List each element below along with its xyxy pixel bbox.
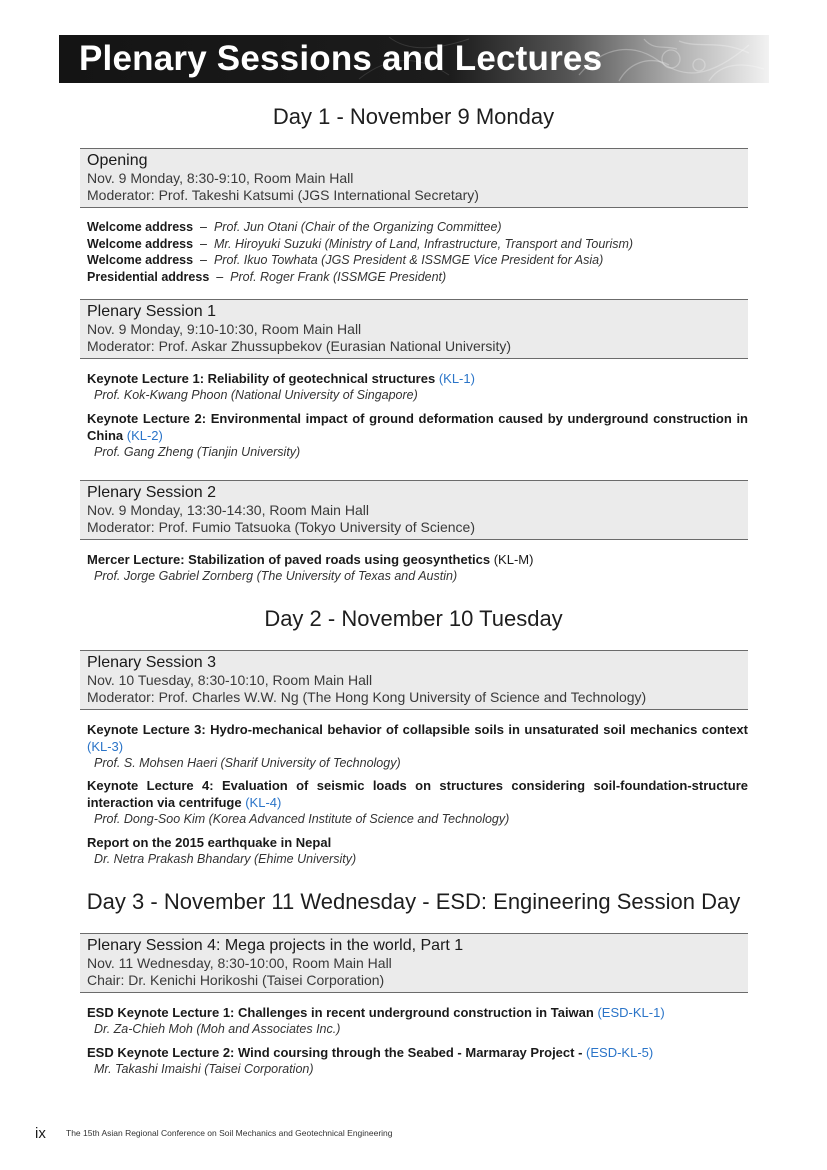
lecture-item — [87, 1044, 748, 1077]
plenary-session-2-box — [80, 480, 748, 540]
address-label: Presidential address — [87, 269, 210, 284]
session-title: Plenary Session 3 — [87, 654, 216, 671]
address-item — [87, 252, 748, 269]
lecture-title-text: Keynote Lecture 4: Evaluation of seismic loads on structures considering soil-foundation-structure interaction via centrifuge — [87, 778, 748, 810]
lecture-title — [87, 410, 748, 444]
lecture-item — [87, 370, 748, 403]
session-moderator: Moderator: Prof. Takeshi Katsumi (JGS International Secretary) — [87, 187, 479, 203]
session-time: Nov. 11 Wednesday, 8:30-10:00, Room Main Hall — [87, 955, 392, 971]
address-speaker: Mr. Hiroyuki Suzuki (Ministry of Land, Infrastructure, Transport and Tourism) — [213, 236, 634, 251]
lecture-title-text: ESD Keynote Lecture 2: Wind coursing through the Seabed - Marmaray Project - — [87, 1045, 583, 1060]
lecture-title-text: ESD Keynote Lecture 1: Challenges in recent underground construction in Taiwan — [87, 1005, 594, 1020]
lecture-title-text: Keynote Lecture 3: Hydro-mechanical behavior of collapsible soils in unsaturated soil mechanics context — [87, 722, 748, 737]
opening-addresses — [87, 219, 748, 285]
lecture-code-link[interactable]: (ESD-KL-1) — [597, 1005, 665, 1020]
session-title: Opening — [87, 152, 148, 169]
address-separator: – — [216, 269, 224, 284]
lecture-speaker: Dr. Netra Prakash Bhandary (Ehime University) — [94, 852, 357, 866]
lecture-code-link[interactable]: (KL-3) — [87, 739, 124, 754]
lecture-item — [87, 721, 748, 771]
address-speaker: Prof. Ikuo Towhata (JGS President & ISSMGE Vice President for Asia) — [213, 253, 604, 267]
lecture-title-text: Keynote Lecture 2: Environmental impact of ground deformation caused by underground construction in China — [87, 411, 748, 443]
lecture-speaker: Mr. Takashi Imaishi (Taisei Corporation) — [94, 1062, 314, 1076]
footer-conference-name: The 15th Asian Regional Conference on Soil Mechanics and Geotechnical Engineering — [66, 1128, 393, 1138]
lecture-title — [87, 370, 748, 387]
session-title: Plenary Session 4: Mega projects in the world, Part 1 — [87, 937, 464, 954]
lecture-code-link[interactable]: (KL-2) — [126, 428, 163, 443]
session-time: Nov. 9 Monday, 8:30-9:10, Room Main Hall — [87, 170, 354, 186]
address-label: Welcome address — [87, 220, 194, 234]
lecture-item — [87, 1004, 748, 1037]
session-time: Nov. 9 Monday, 9:10-10:30, Room Main Hall — [87, 321, 362, 337]
session-chair: Chair: Dr. Kenichi Horikoshi (Taisei Corporation) — [87, 972, 385, 988]
lecture-code-link[interactable]: (KL-1) — [438, 371, 475, 386]
lecture-title-text: Mercer Lecture: Stabilization of paved roads using geosynthetics — [87, 552, 491, 567]
session-time: Nov. 9 Monday, 13:30-14:30, Room Main Hall — [87, 502, 369, 518]
lecture-code-link[interactable]: (KL-4) — [245, 795, 282, 810]
lecture-title — [87, 834, 748, 851]
lecture-speaker: Dr. Za-Chieh Moh (Moh and Associates Inc.) — [94, 1022, 341, 1036]
day2-heading: Day 2 - November 10 Tuesday — [264, 606, 563, 631]
lecture-title-text: Report on the 2015 earthquake in Nepal — [87, 835, 332, 850]
address-item — [87, 269, 748, 286]
lecture-title — [87, 551, 748, 568]
session-title: Plenary Session 1 — [87, 303, 216, 320]
lecture-title — [87, 1004, 748, 1021]
lecture-title-text: Keynote Lecture 1: Reliability of geotechnical structures — [87, 371, 436, 386]
page-number: ix — [35, 1125, 46, 1142]
address-item — [87, 236, 748, 253]
lecture-item — [87, 410, 748, 460]
address-label: Welcome address — [87, 236, 194, 251]
session-moderator: Moderator: Prof. Charles W.W. Ng (The Hong Kong University of Science and Technology) — [87, 689, 647, 705]
session-moderator: Moderator: Prof. Fumio Tatsuoka (Tokyo University of Science) — [87, 519, 476, 535]
lecture-title — [87, 721, 748, 755]
address-separator: – — [200, 253, 207, 267]
address-speaker: Prof. Jun Otani (Chair of the Organizing Committee) — [213, 220, 502, 234]
lecture-speaker: Prof. Jorge Gabriel Zornberg (The University of Texas and Austin) — [94, 569, 458, 583]
day1-heading: Day 1 - November 9 Monday — [272, 104, 555, 129]
address-separator: – — [200, 236, 207, 251]
lecture-title — [87, 1044, 748, 1061]
lecture-title — [87, 777, 748, 811]
lecture-item — [87, 551, 748, 584]
session-title: Plenary Session 2 — [87, 484, 216, 501]
title-banner — [59, 35, 769, 83]
lecture-code-link[interactable]: (ESD-KL-5) — [586, 1045, 654, 1060]
page-title: Plenary Sessions and Lectures — [79, 39, 603, 78]
session-moderator: Moderator: Prof. Askar Zhussupbekov (Eurasian National University) — [87, 338, 512, 354]
lecture-speaker: Prof. S. Mohsen Haeri (Sharif University of Technology) — [94, 756, 401, 770]
lecture-speaker: Prof. Gang Zheng (Tianjin University) — [94, 445, 301, 459]
address-label: Welcome address — [87, 253, 194, 267]
opening-session-box — [80, 148, 748, 208]
day3-heading: Day 3 - November 11 Wednesday - ESD: Engineering Session Day — [86, 889, 741, 914]
plenary-session-4-box — [80, 933, 748, 993]
lecture-speaker: Prof. Dong-Soo Kim (Korea Advanced Institute of Science and Technology) — [94, 812, 510, 826]
address-separator: – — [200, 220, 207, 234]
lecture-speaker: Prof. Kok-Kwang Phoon (National University of Singapore) — [94, 388, 418, 402]
lecture-item — [87, 777, 748, 827]
plenary-session-3-box — [80, 650, 748, 710]
address-item — [87, 219, 748, 236]
lecture-item — [87, 834, 748, 867]
lecture-code: (KL-M) — [493, 552, 534, 567]
address-speaker: Prof. Roger Frank (ISSMGE President) — [230, 269, 447, 284]
plenary-session-1-box — [80, 299, 748, 359]
session-time: Nov. 10 Tuesday, 8:30-10:10, Room Main Hall — [87, 672, 373, 688]
